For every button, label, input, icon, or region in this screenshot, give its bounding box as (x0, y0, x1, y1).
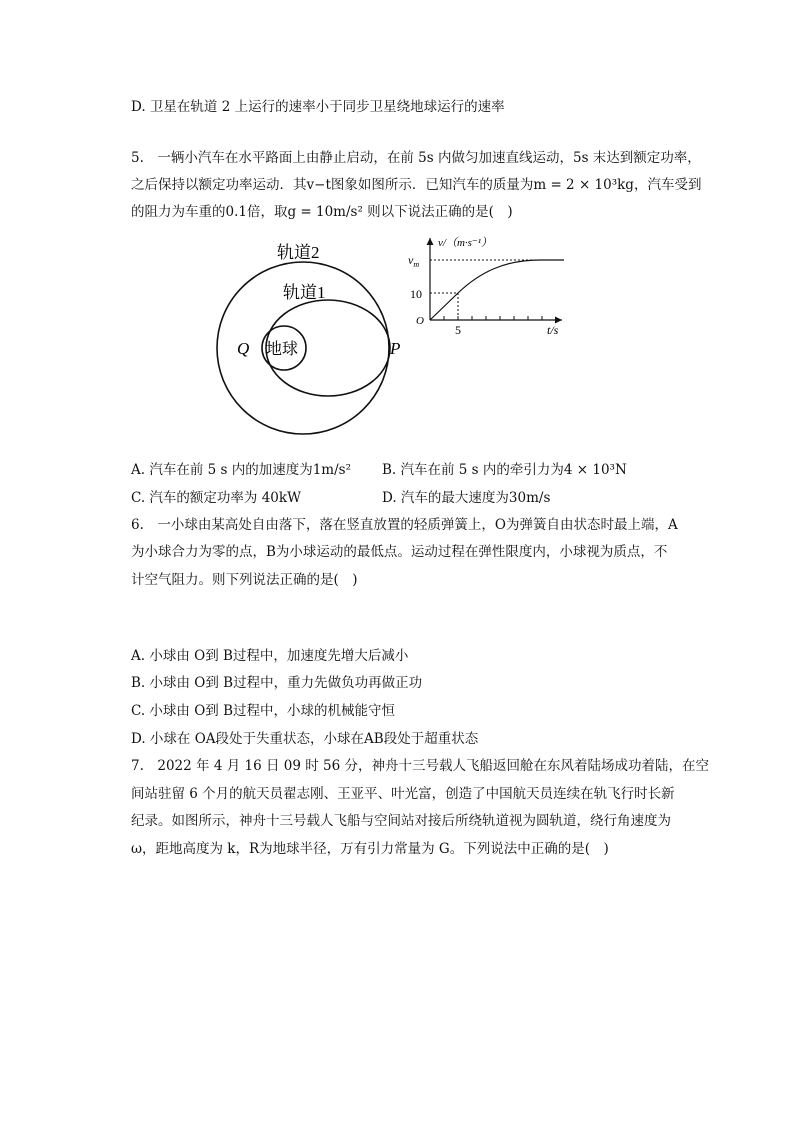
q6-stem-line-3: 计空气阻力。则下列说法正确的是( ) (131, 572, 358, 588)
earth-label: 地球 (266, 341, 299, 358)
q5-option-b: B. 汽车在前 5 s 内的牵引力为4 × 10³N (382, 462, 627, 478)
q5-option-c: C. 汽车的额定功率为 40kW (131, 490, 301, 506)
t-axis-label: t/s (547, 323, 559, 337)
q6-option-d: D. 小球在 OA段处于失重状态，小球在AB段处于超重状态 (131, 731, 479, 747)
q5-option-a: A. 汽车在前 5 s 内的加速度为1m/s² (131, 462, 352, 478)
q6-option-c: C. 小球由 O到 B过程中，小球的机械能守恒 (131, 703, 396, 719)
q6-option-b: B. 小球由 O到 B过程中，重力先做负功再做正功 (131, 675, 423, 691)
orbit-2-label: 轨道2 (277, 243, 320, 262)
orbit-1-label: 轨道1 (283, 283, 326, 302)
velocity-curve (430, 260, 564, 320)
q6-stem-line-1: 6. 一小球由某高处自由落下，落在竖直放置的轻质弹簧上，O为弹簧自由状态时最上端，A (131, 517, 678, 533)
point-p-label: P (390, 339, 401, 358)
t-axis-ticks (444, 316, 542, 320)
point-q-label: Q (237, 339, 250, 358)
q7-stem-line-4: ω，距地高度为 k，R为地球半径，万有引力常量为 G。下列说法中正确的是( ) (131, 841, 609, 857)
q6-option-a: A. 小球由 O到 B过程中，加速度先增大后减小 (131, 648, 409, 664)
v-axis-label: v/（m·s⁻¹） (438, 237, 493, 249)
q6-stem-line-2: 为小球合力为零的点，B为小球运动的最低点。运动过程在弹性限度内，小球视为质点，不 (131, 544, 668, 560)
orbit-diagram (210, 234, 410, 454)
q5-stem-line-1: 5. 一辆小汽车在水平路面上由静止启动，在前 5s 内做匀加速直线运动，5s 末达到额定功率， (131, 150, 701, 166)
q7-stem-line-1: 7. 2022 年 4 月 16 日 09 时 56 分，神舟十三号载人飞船返回舱在东风着陆场成功着陆，在空 (131, 758, 709, 774)
vm-label: $v_m$ (408, 253, 420, 269)
q4-option-d: D. 卫星在轨道 2 上运行的速率小于同步卫星绕地球运行的速率 (131, 99, 505, 115)
t-tick-5: 5 (455, 323, 461, 337)
q7-stem-line-3: 纪录。如图所示，神舟十三号载人飞船与空间站对接后所绕轨道视为圆轨道，绕行角速度为 (131, 813, 671, 829)
q5-stem-line-3: 的阻力为车重的0.1倍，取g = 10m/s² 则以下说法正确的是( ) (131, 204, 513, 220)
q7-stem-line-2: 间站驻留 6 个月的航天员翟志刚、王亚平、叶光富，创造了中国航天员连续在轨飞行时长新 (131, 786, 675, 802)
vt-graph (400, 232, 580, 338)
q5-option-d: D. 汽车的最大速度为30m/s (382, 490, 551, 506)
q5-stem-line-2: 之后保持以额定功率运动．其v−t图象如图所示．已知汽车的质量为m = 2 × 10³kg，汽车受到 (131, 177, 702, 193)
v-tick-10: 10 (410, 287, 422, 301)
origin-label: O (416, 315, 424, 327)
